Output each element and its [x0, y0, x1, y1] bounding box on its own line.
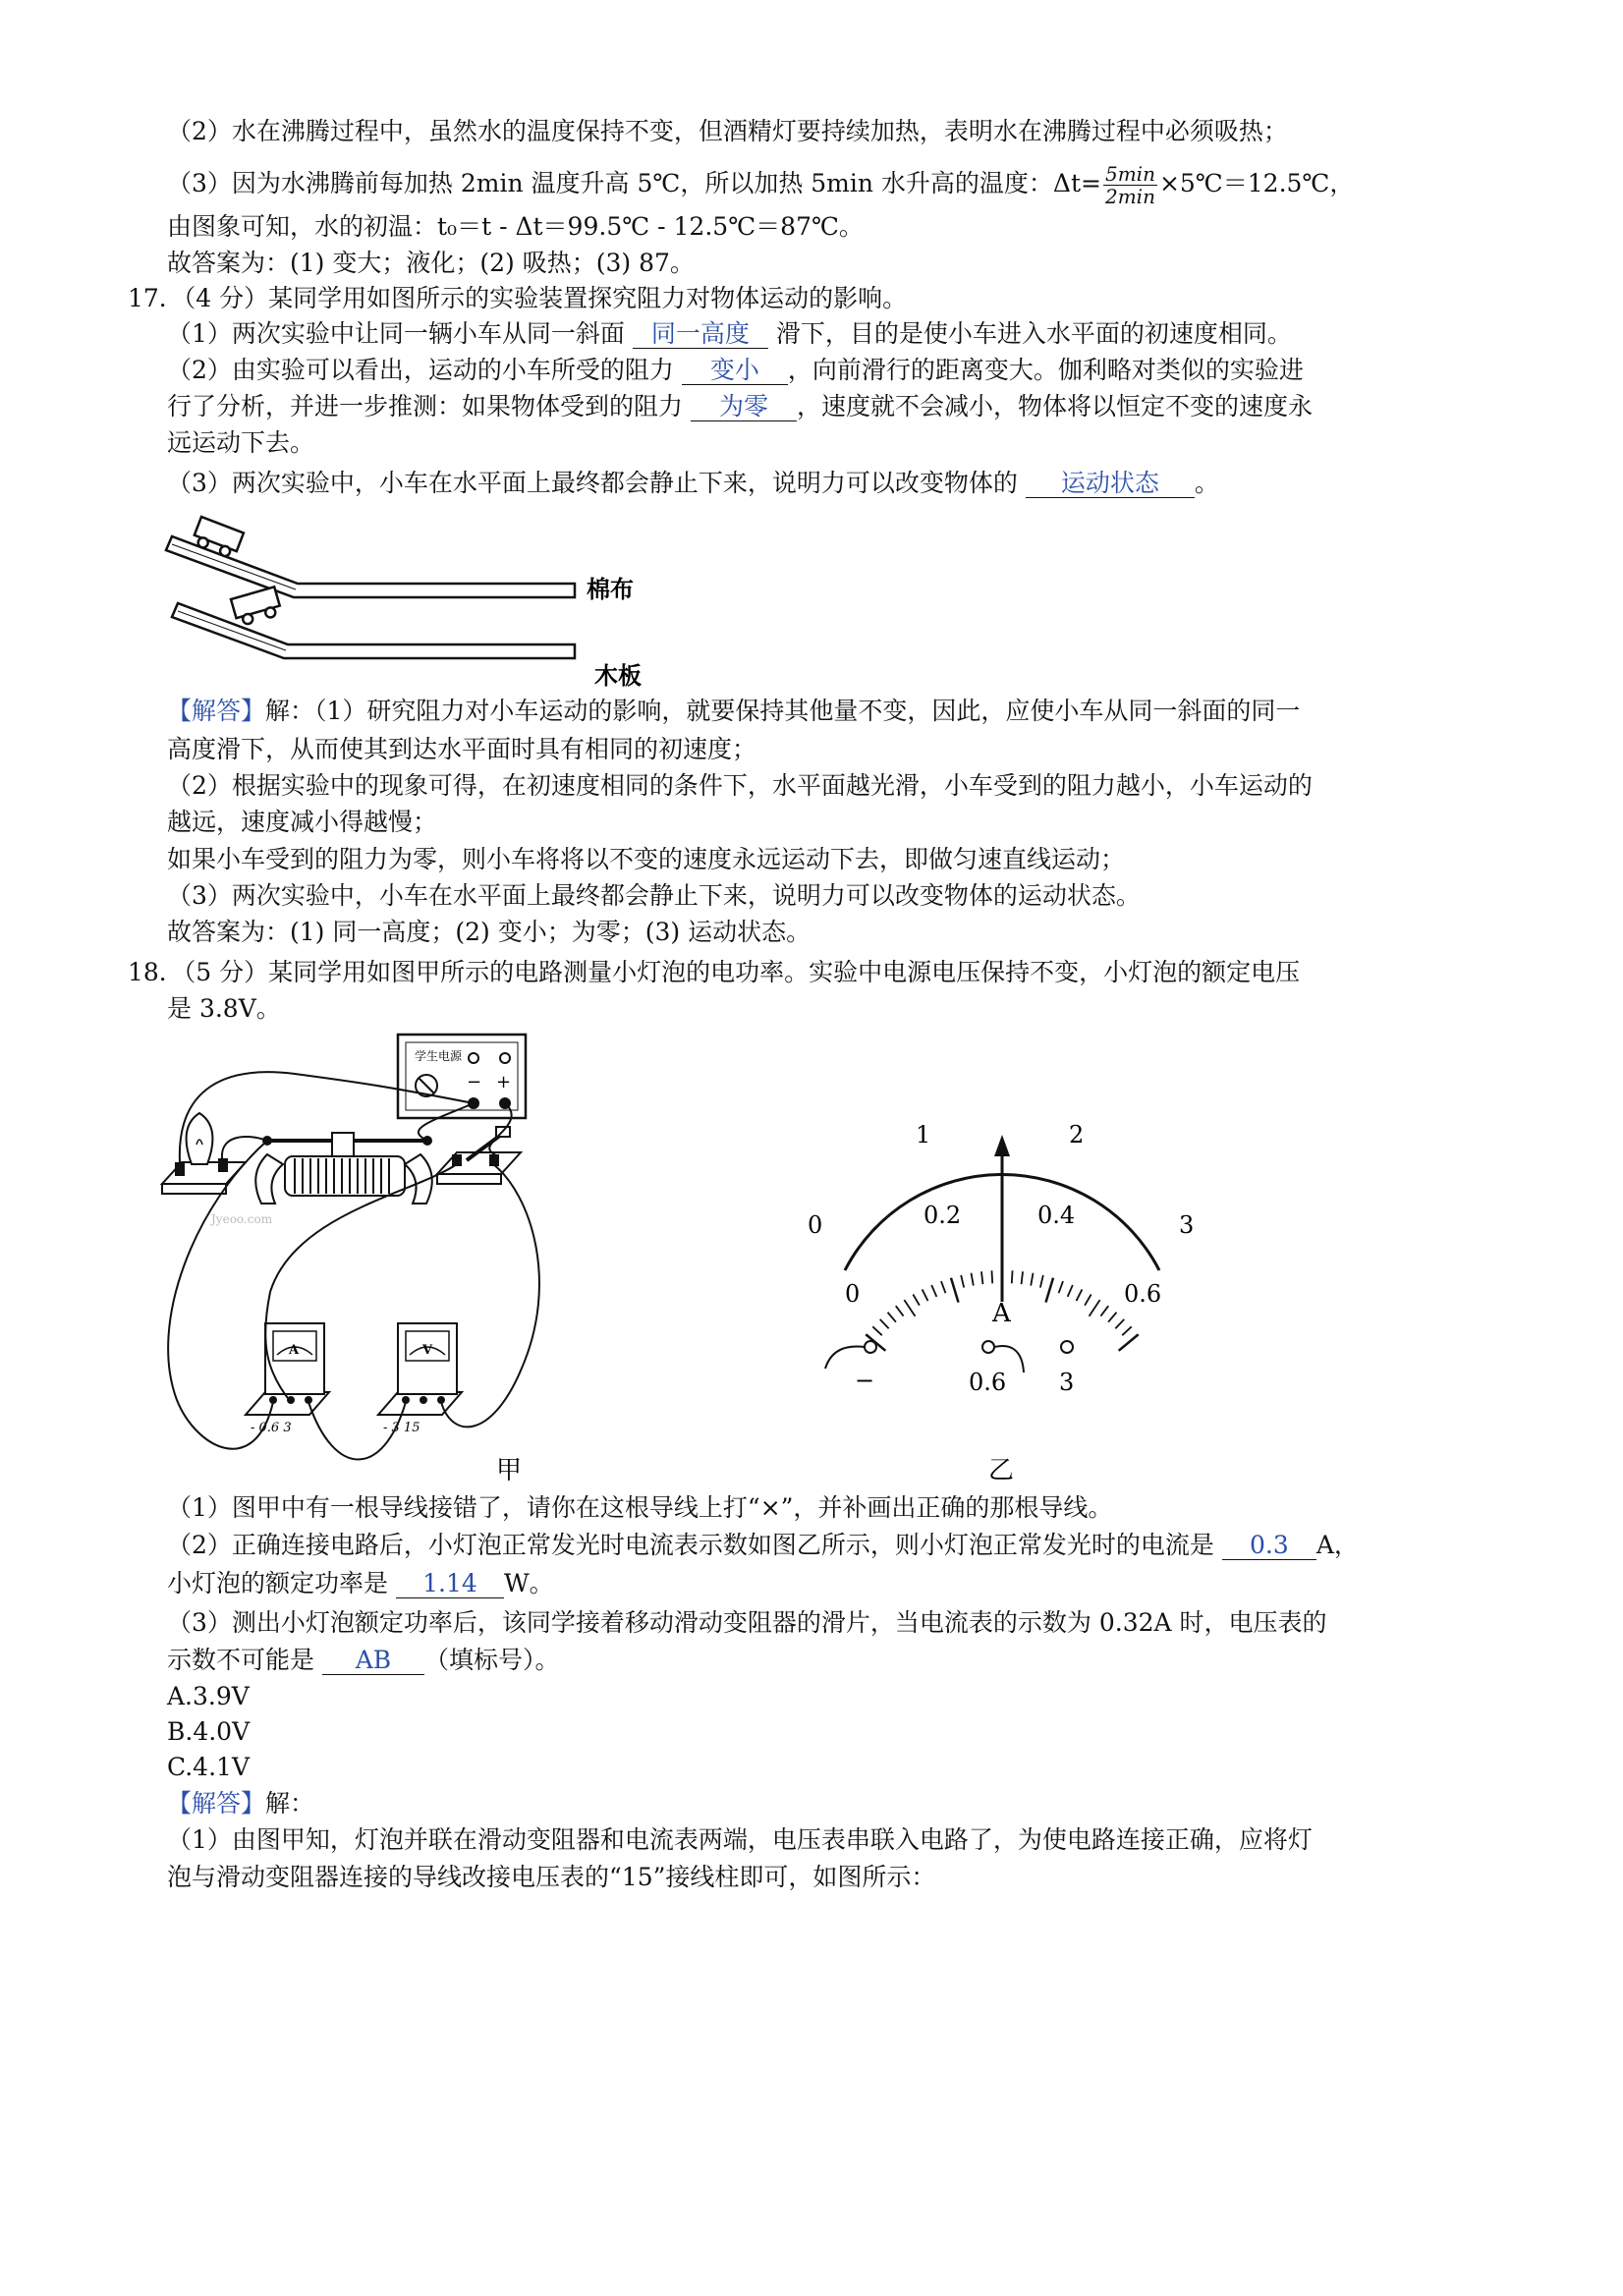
dial-tick	[1115, 1319, 1124, 1328]
dial-tick	[1108, 1313, 1116, 1322]
circuit-figure-jia	[157, 1027, 786, 1488]
dial-tick	[991, 1270, 992, 1283]
q18-part2-unit-2: W。	[503, 1569, 554, 1597]
slope-board	[172, 603, 575, 658]
q17-part2-text-2: 行了分析，并进一步推测：如果物体受到的阻力	[167, 392, 684, 420]
dial-tick	[923, 1289, 928, 1301]
figure-label-jia: 甲	[496, 1456, 523, 1485]
q18-part2-text-2: 小灯泡的额定功率是	[167, 1569, 389, 1597]
fraction-numerator: 5min	[1104, 162, 1155, 186]
q17-solution-2: （2）根据实验中的现象可得，在初速度相同的条件下，水平面越光滑，小车受到的阻力越小，小车运动的	[167, 771, 1313, 800]
solution-tag: 【解答】	[167, 1789, 266, 1818]
q18-part3: （3）测出小灯泡额定功率后，该同学接着移动滑动变阻器的滑片，当电流表的示数为 0.32A 时，电压表的	[167, 1608, 1327, 1637]
voltmeter-terminals: - 3 15	[383, 1421, 420, 1435]
scale-top-3: 3	[1179, 1211, 1195, 1239]
terminal-3: 3	[1059, 1369, 1075, 1396]
dial-tick	[1040, 1275, 1043, 1288]
cart-2	[231, 587, 282, 627]
ammeter-label: A	[289, 1343, 300, 1358]
q17-part3	[167, 466, 1219, 501]
dial-tick	[1046, 1278, 1054, 1303]
q18-stem-2: 是 3.8V。	[167, 994, 281, 1023]
dial-tick	[913, 1294, 920, 1305]
q17-part2-tail-2: ，速度就不会减小，物体将以恒定不变的速度永	[796, 392, 1313, 420]
pointer-arrow-icon	[994, 1135, 1010, 1156]
dial-tick	[888, 1313, 896, 1322]
dial-tick	[1090, 1300, 1100, 1316]
option-c: C.4.1V	[167, 1753, 250, 1781]
dial-tick	[1068, 1285, 1073, 1297]
scale-bottom-02: 0.2	[923, 1202, 962, 1229]
q18-part2	[167, 1528, 1359, 1563]
q18-part3-text: 示数不可能是	[167, 1646, 315, 1674]
q18-stem: 18．（5 分）某同学用如图甲所示的电路测量小灯泡的电功率。实验中电源电压保持不变，小灯泡的额定电压	[128, 958, 1301, 986]
dial-tick	[1085, 1294, 1091, 1305]
scale-top-0: 0	[808, 1211, 823, 1239]
dial-tick	[1031, 1273, 1033, 1286]
terminal-minus: −	[855, 1367, 875, 1394]
light-bulb-icon	[187, 1113, 213, 1164]
q17-answer-blank-3: 为零	[691, 393, 797, 421]
dial-tick	[1119, 1334, 1139, 1351]
dial-tick	[981, 1271, 983, 1284]
q18-answer-blank-2: 1.14	[396, 1570, 504, 1598]
q17-solution-2c: 如果小车受到的阻力为零，则小车将将以不变的速度永远运动下去，即做匀速直线运动；	[167, 845, 1126, 873]
svg-text:−: −	[467, 1072, 482, 1092]
solution-word: 解：	[265, 1789, 315, 1818]
q18-answer-blank-3: AB	[322, 1647, 424, 1675]
dial-tick	[1100, 1306, 1108, 1316]
q18-solution-1b: 泡与滑动变阻器连接的导线改接电压表的“15”接线柱即可，如图所示：	[167, 1863, 936, 1891]
dial-tick	[1077, 1289, 1083, 1301]
q17-part3-text: （3）两次实验中，小车在水平面上最终都会静止下来，说明力可以改变物体的	[167, 469, 1018, 497]
dial-tick	[872, 1326, 882, 1335]
figure-label-yi: 乙	[988, 1456, 1015, 1485]
svg-text:+: +	[496, 1072, 512, 1092]
scale-bottom-04: 0.4	[1037, 1202, 1076, 1229]
option-a: A.3.9V	[167, 1682, 250, 1710]
dial-tick	[971, 1273, 973, 1286]
dial-tick	[1022, 1271, 1024, 1284]
q18-part1: （1）图甲中有一根导线接错了，请你在这根导线上打“×”，并补画出正确的那根导线。	[167, 1493, 1113, 1522]
terminal-06: 0.6	[969, 1369, 1007, 1396]
label-cotton: 棉布	[587, 575, 634, 603]
dial-tick	[896, 1306, 904, 1316]
dial-tick	[880, 1319, 889, 1328]
q17-part1	[167, 316, 1292, 352]
dial-tick	[1012, 1270, 1013, 1283]
dial-tick	[951, 1278, 959, 1303]
q17-part2-cont	[167, 389, 1313, 424]
q17-answer-blank-1: 同一高度	[633, 320, 768, 349]
q18-part2-unit: A，	[1315, 1531, 1359, 1559]
prev-line-4: 由图象可知，水的初温：t₀＝t - Δt＝99.5℃ - 12.5℃＝87℃。	[167, 212, 864, 241]
q18-part2-cont	[167, 1566, 554, 1601]
prev-line-3-text: （3）因为水沸腾前每加热 2min 温度升高 5℃，所以加热 5min 水升高的温度：Δt=	[167, 169, 1101, 197]
q17-solution-3: （3）两次实验中，小车在水平面上最终都会静止下来，说明力可以改变物体的运动状态。	[167, 881, 1141, 910]
slide-rheostat	[255, 1133, 432, 1204]
q18-solution-1: （1）由图甲知，灯泡并联在滑动变阻器和电流表两端，电压表串联入电路了，为使电路连接正确，应将灯	[167, 1825, 1313, 1854]
fraction	[1103, 163, 1157, 207]
solution-tag: 【解答】	[167, 697, 266, 725]
q17-answer-blank-2: 变小	[682, 357, 788, 385]
ammeter-terminals: - 0.6 3	[251, 1421, 292, 1435]
q18-part3-cont	[167, 1643, 559, 1678]
scale-top-2: 2	[1069, 1121, 1085, 1148]
q17-part2-tail: ，向前滑行的距离变大。伽利略对类似的实验进	[787, 356, 1304, 384]
dial-unit: A	[992, 1299, 1011, 1328]
q17-solution-2b: 越远，速度减小得越慢；	[167, 808, 438, 836]
q17-solution-text: 解：（1）研究阻力对小车运动的影响，就要保持其他量不变，因此，应使小车从同一斜面的同一	[265, 697, 1301, 725]
q18-solution-head	[167, 1786, 314, 1821]
q18-part3-tail: （填标号）。	[423, 1646, 560, 1674]
prev-line-3	[167, 163, 1354, 207]
prev-line-2: （2）水在沸腾过程中，虽然水的温度保持不变，但酒精灯要持续加热，表明水在沸腾过程中必须吸热；	[167, 117, 1288, 145]
dial-tick	[1059, 1281, 1063, 1293]
power-supply-label: 学生电源	[415, 1049, 463, 1063]
dial-tick	[904, 1300, 915, 1316]
q17-part2-text: （2）由实验可以看出，运动的小车所受的阻力	[167, 356, 674, 384]
q17-figure	[162, 501, 693, 688]
dial-tick	[1122, 1326, 1132, 1335]
voltmeter-label: V	[422, 1343, 433, 1358]
q18-part2-text: （2）正确连接电路后，小灯泡正常发光时电流表示数如图乙所示，则小灯泡正常发光时的电流是	[167, 1531, 1214, 1559]
q17-part2-end: 远运动下去。	[167, 428, 315, 457]
ammeter-dial-yi	[786, 1105, 1218, 1488]
dial-tick	[941, 1281, 945, 1293]
scale-bottom-06: 0.6	[1124, 1280, 1162, 1308]
q17-solution-1	[167, 694, 1300, 729]
q17-final-answer: 故答案为：(1) 同一高度；(2) 变小；为零；(3) 运动状态。	[167, 918, 812, 946]
q17-part1-tail: 滑下，目的是使小车进入水平面的初速度相同。	[775, 319, 1292, 348]
bulb-board	[162, 1113, 246, 1194]
prev-line-3-tail: ×5℃＝12.5℃，	[1158, 169, 1355, 197]
q17-answer-blank-4: 运动状态	[1026, 470, 1195, 498]
circuit-wires	[168, 1072, 539, 1459]
option-b: B.4.0V	[167, 1717, 251, 1746]
q17-solution-1b: 高度滑下，从而使其到达水平面时具有相同的初速度；	[167, 735, 757, 763]
dial-tick	[961, 1275, 964, 1288]
watermark: Jyeoo.com	[211, 1212, 273, 1226]
label-board: 木板	[594, 661, 642, 688]
switch	[437, 1127, 521, 1184]
q17-part3-tail: 。	[1194, 469, 1219, 497]
q17-stem: 17．（4 分）某同学用如图所示的实验装置探究阻力对物体运动的影响。	[128, 284, 908, 312]
scale-top-1: 1	[916, 1121, 931, 1148]
scale-bottom-0: 0	[845, 1280, 861, 1308]
fraction-denominator: 2min	[1104, 185, 1155, 208]
q18-answer-blank-1: 0.3	[1222, 1532, 1316, 1560]
q17-part2	[167, 353, 1304, 388]
ammeter	[246, 1323, 329, 1435]
dial-tick	[931, 1285, 936, 1297]
prev-final-answer: 故答案为：(1) 变大；液化；(2) 吸热；(3) 87。	[167, 249, 695, 277]
q17-part1-text: （1）两次实验中让同一辆小车从同一斜面	[167, 319, 625, 348]
